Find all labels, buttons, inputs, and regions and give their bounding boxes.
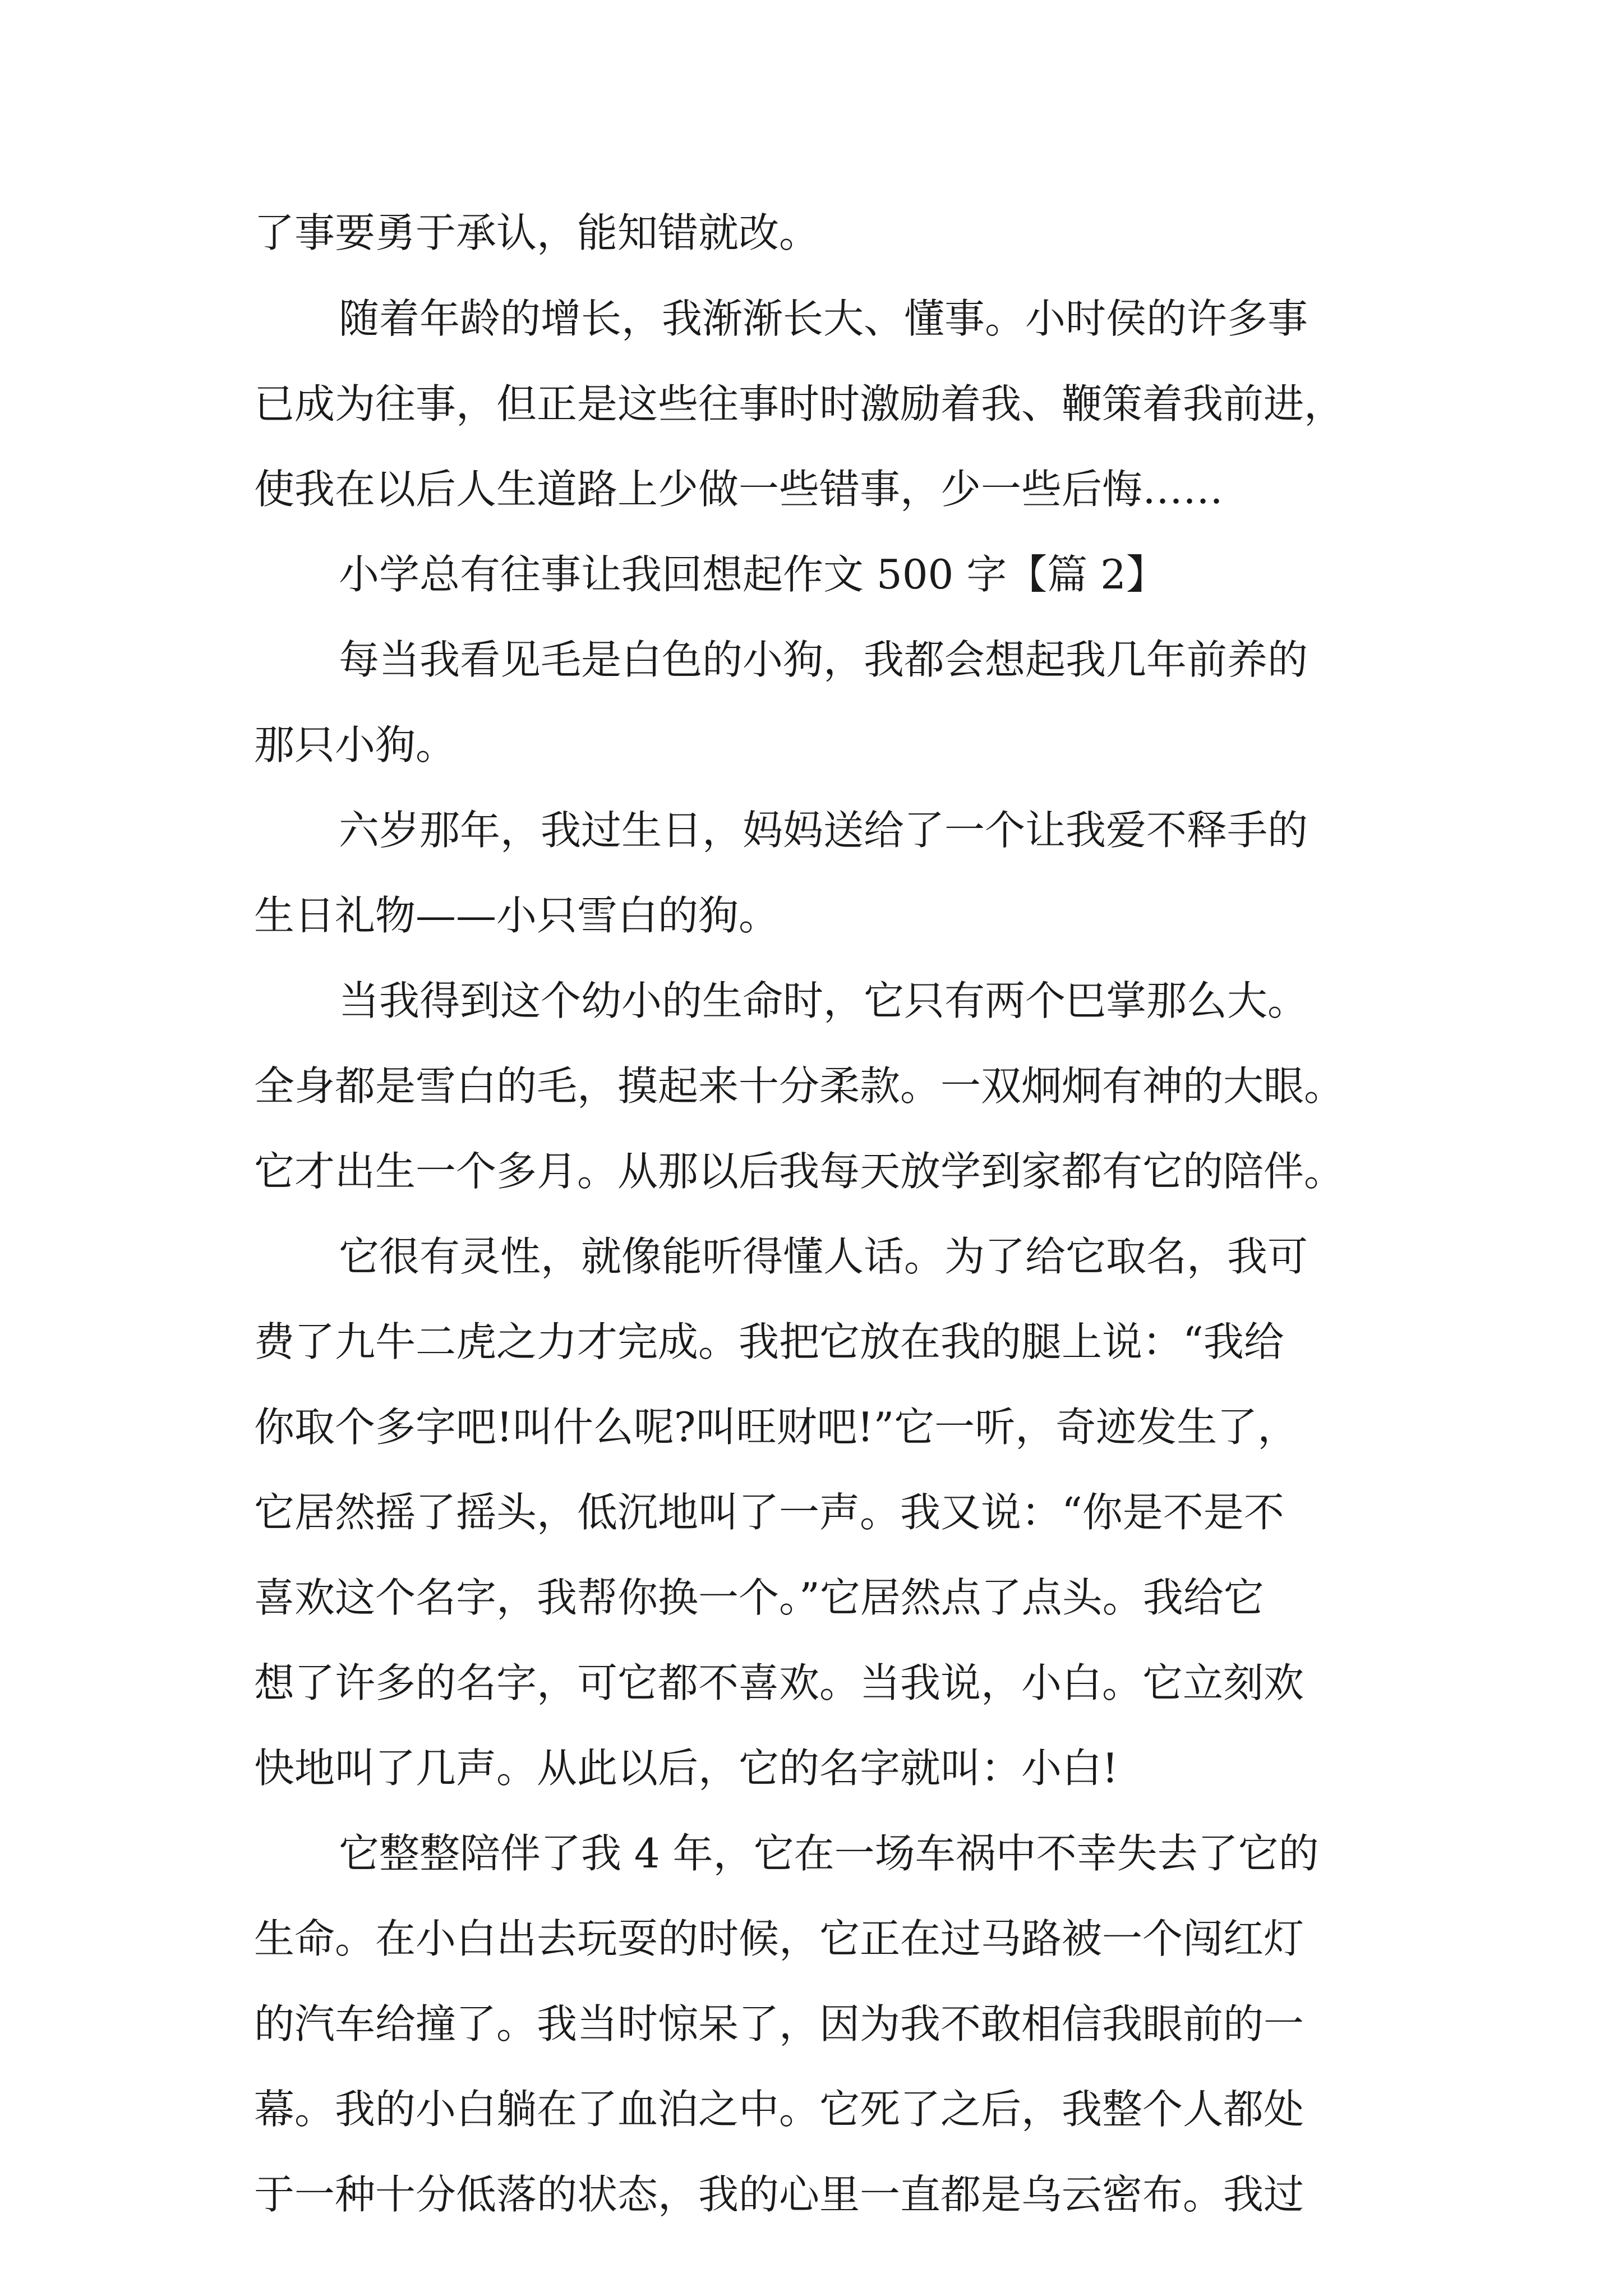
text-line: 喜欢这个名字，我帮你换一个。”它居然点了点头。我给它 xyxy=(254,1574,1264,1621)
text-line: 它很有灵性，就像能听得懂人话。为了给它取名，我可 xyxy=(339,1233,1308,1280)
text-line: 你取个多字吧!叫什么呢?叫旺财吧!”它一听，奇迹发生了， xyxy=(254,1404,1298,1451)
text-line: 它整整陪伴了我 4 年，它在一场车祸中不幸失去了它的 xyxy=(339,1830,1319,1877)
text-line: 它居然摇了摇头，低沉地叫了一声。我又说：“你是不是不 xyxy=(254,1489,1284,1536)
text-line: 快地叫了几声。从此以后，它的名字就叫：小白! xyxy=(254,1745,1118,1792)
text-line: 了事要勇于承认，能知错就改。 xyxy=(254,209,820,256)
text-line: 的汽车给撞了。我当时惊呆了，因为我不敢相信我眼前的一 xyxy=(254,2000,1304,2047)
text-line: 于一种十分低落的状态，我的心里一直都是乌云密布。我过 xyxy=(254,2171,1304,2218)
text-line: 费了九牛二虎之力才完成。我把它放在我的腿上说：“我给 xyxy=(254,1318,1284,1365)
text-line: 生日礼物——小只雪白的狗。 xyxy=(254,892,780,939)
text-line: 那只小狗。 xyxy=(254,721,457,769)
text-line: 生命。在小白出去玩耍的时候，它正在过马路被一个闯红灯 xyxy=(254,1915,1304,1962)
text-line: 全身都是雪白的毛，摸起来十分柔款。一双炯炯有神的大眼。 xyxy=(254,1062,1345,1110)
text-line: 想了许多的名字，可它都不喜欢。当我说，小白。它立刻欢 xyxy=(254,1659,1304,1706)
text-line: 每当我看见毛是白色的小狗，我都会想起我几年前养的 xyxy=(339,636,1308,683)
text-line: 它才出生一个多月。从那以后我每天放学到家都有它的陪伴。 xyxy=(254,1148,1345,1195)
section-heading: 小学总有往事让我回想起作文 500 字【篇 2】 xyxy=(339,551,1166,598)
text-line: 随着年龄的增长，我渐渐长大、懂事。小时侯的许多事 xyxy=(339,295,1308,342)
text-line: 幕。我的小白躺在了血泊之中。它死了之后，我整个人都处 xyxy=(254,2086,1304,2133)
text-line: 当我得到这个幼小的生命时，它只有两个巴掌那么大。 xyxy=(339,977,1308,1024)
text-line: 使我在以后人生道路上少做一些错事，少一些后悔…… xyxy=(254,466,1224,513)
text-line: 已成为往事，但正是这些往事时时激励着我、鞭策着我前进， xyxy=(254,380,1345,427)
text-line: 六岁那年，我过生日，妈妈送给了一个让我爱不释手的 xyxy=(339,807,1308,854)
